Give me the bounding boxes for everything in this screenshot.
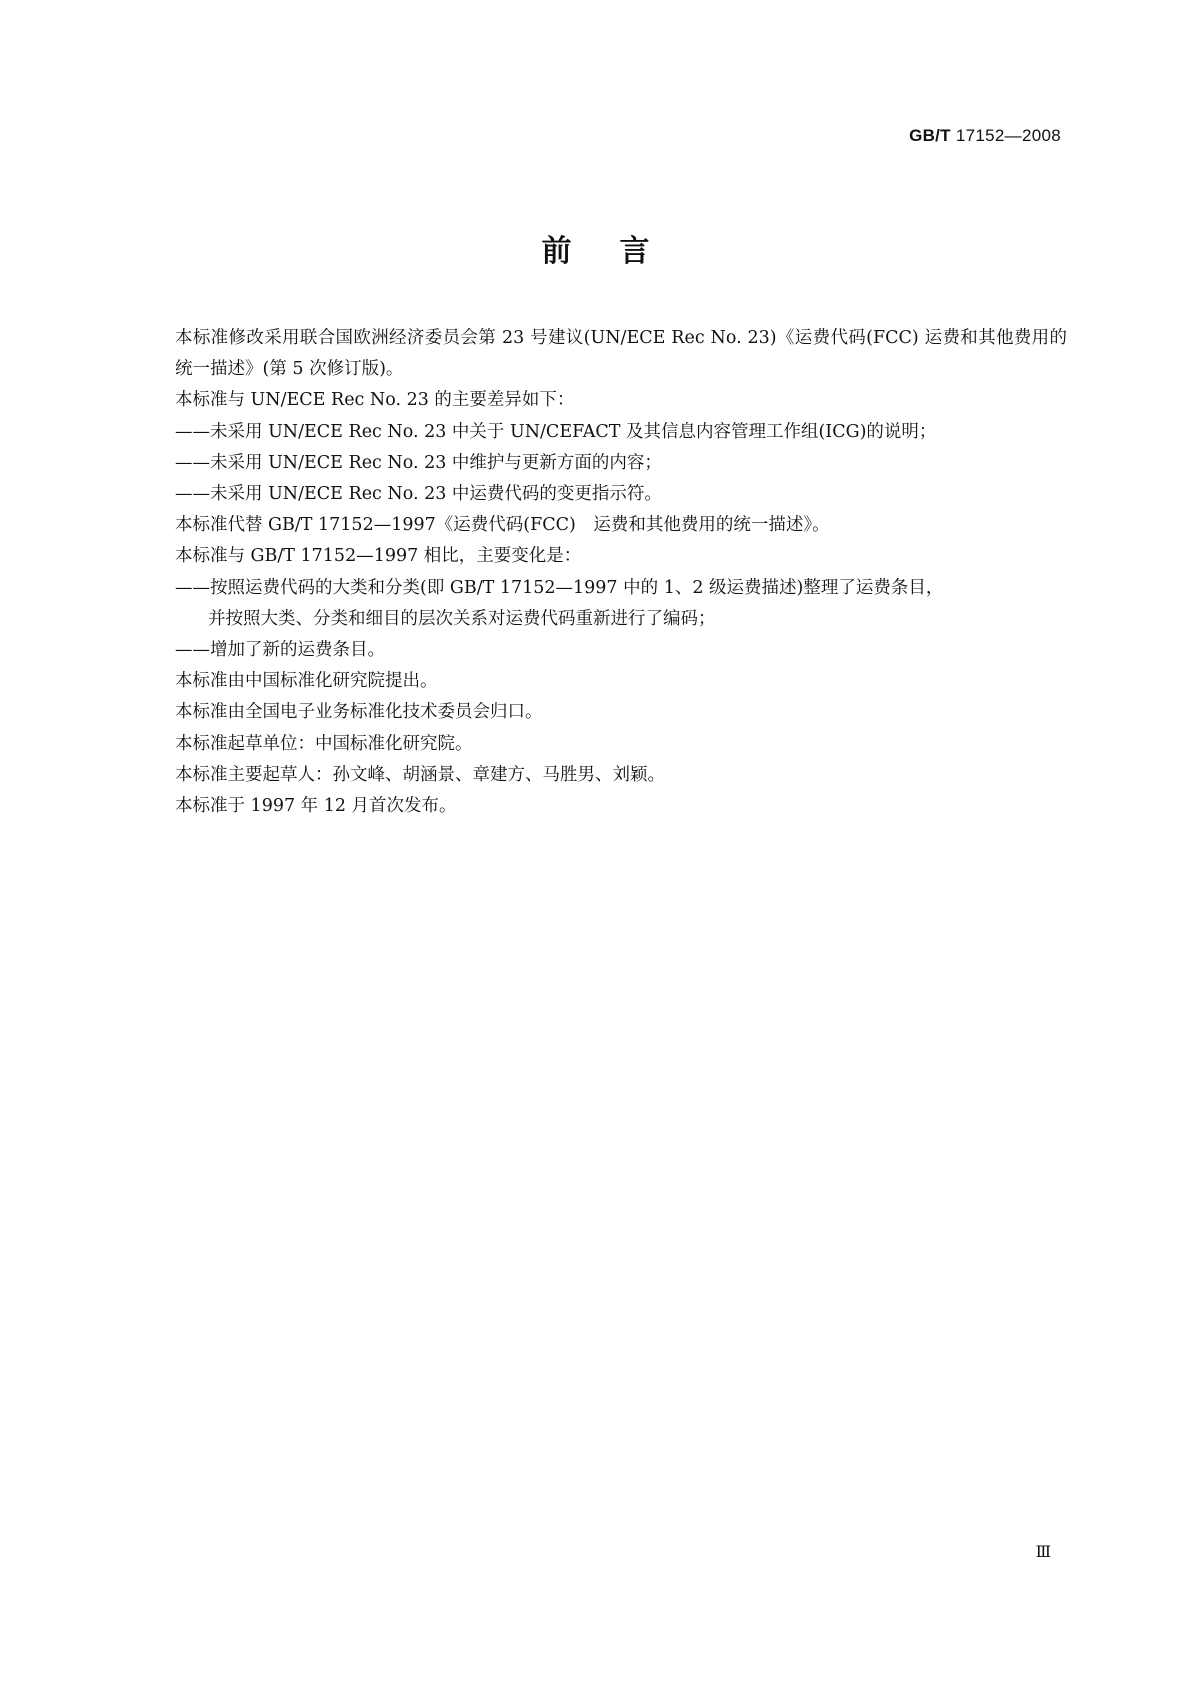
standard-code-number: 17152—2008	[955, 126, 1061, 145]
standard-code-prefix: GB/T	[909, 126, 951, 145]
list-item-difference-3: ——未采用 UN/ECE Rec No. 23 中运费代码的变更指示符。	[175, 484, 662, 505]
list-item-change-1-continued: 并按照大类、分类和细目的层次关系对运费代码重新进行了编码；	[208, 608, 716, 629]
list-item-difference-1: ——未采用 UN/ECE Rec No. 23 中关于 UN/CEFACT 及其信息内容管理工作组(ICG)的说明；	[175, 421, 937, 442]
paragraph-drafters: 本标准主要起草人：孙文峰、胡涵景、章建方、马胜男、刘颖。	[175, 764, 665, 785]
paragraph-proposer: 本标准由中国标准化研究院提出。	[175, 671, 438, 692]
list-item-difference-2: ——未采用 UN/ECE Rec No. 23 中维护与更新方面的内容；	[175, 452, 662, 473]
paragraph-replaces: 本标准代替 GB/T 17152—1997《运费代码(FCC) 运费和其他费用的统一描述》。	[175, 515, 830, 536]
list-item-change-2: ——增加了新的运费条目。	[175, 640, 385, 661]
standard-code	[909, 126, 1061, 146]
paragraph-drafting-unit: 本标准起草单位：中国标准化研究院。	[175, 733, 473, 754]
page-number: Ⅲ	[1035, 1542, 1051, 1561]
paragraph-committee: 本标准由全国电子业务标准化技术委员会归口。	[175, 702, 543, 723]
list-item-change-1: ——按照运费代码的大类和分类(即 GB/T 17152—1997 中的 1、2 级运费描述)整理了运费条目，	[175, 577, 944, 598]
paragraph-first-release: 本标准于 1997 年 12 月首次发布。	[175, 796, 457, 817]
paragraph-adoption: 本标准修改采用联合国欧洲经济委员会第 23 号建议(UN/ECE Rec No. 23)《运费代码(FCC) 运费和其他费用的统一描述》(第 5 次修订版)。	[175, 328, 1067, 380]
foreword-body	[145, 323, 1067, 822]
paragraph-changes-intro: 本标准与 GB/T 17152—1997 相比，主要变化是：	[175, 546, 582, 567]
paragraph-differences-intro: 本标准与 UN/ECE Rec No. 23 的主要差异如下：	[175, 390, 575, 411]
page-title: 前言	[541, 234, 698, 269]
